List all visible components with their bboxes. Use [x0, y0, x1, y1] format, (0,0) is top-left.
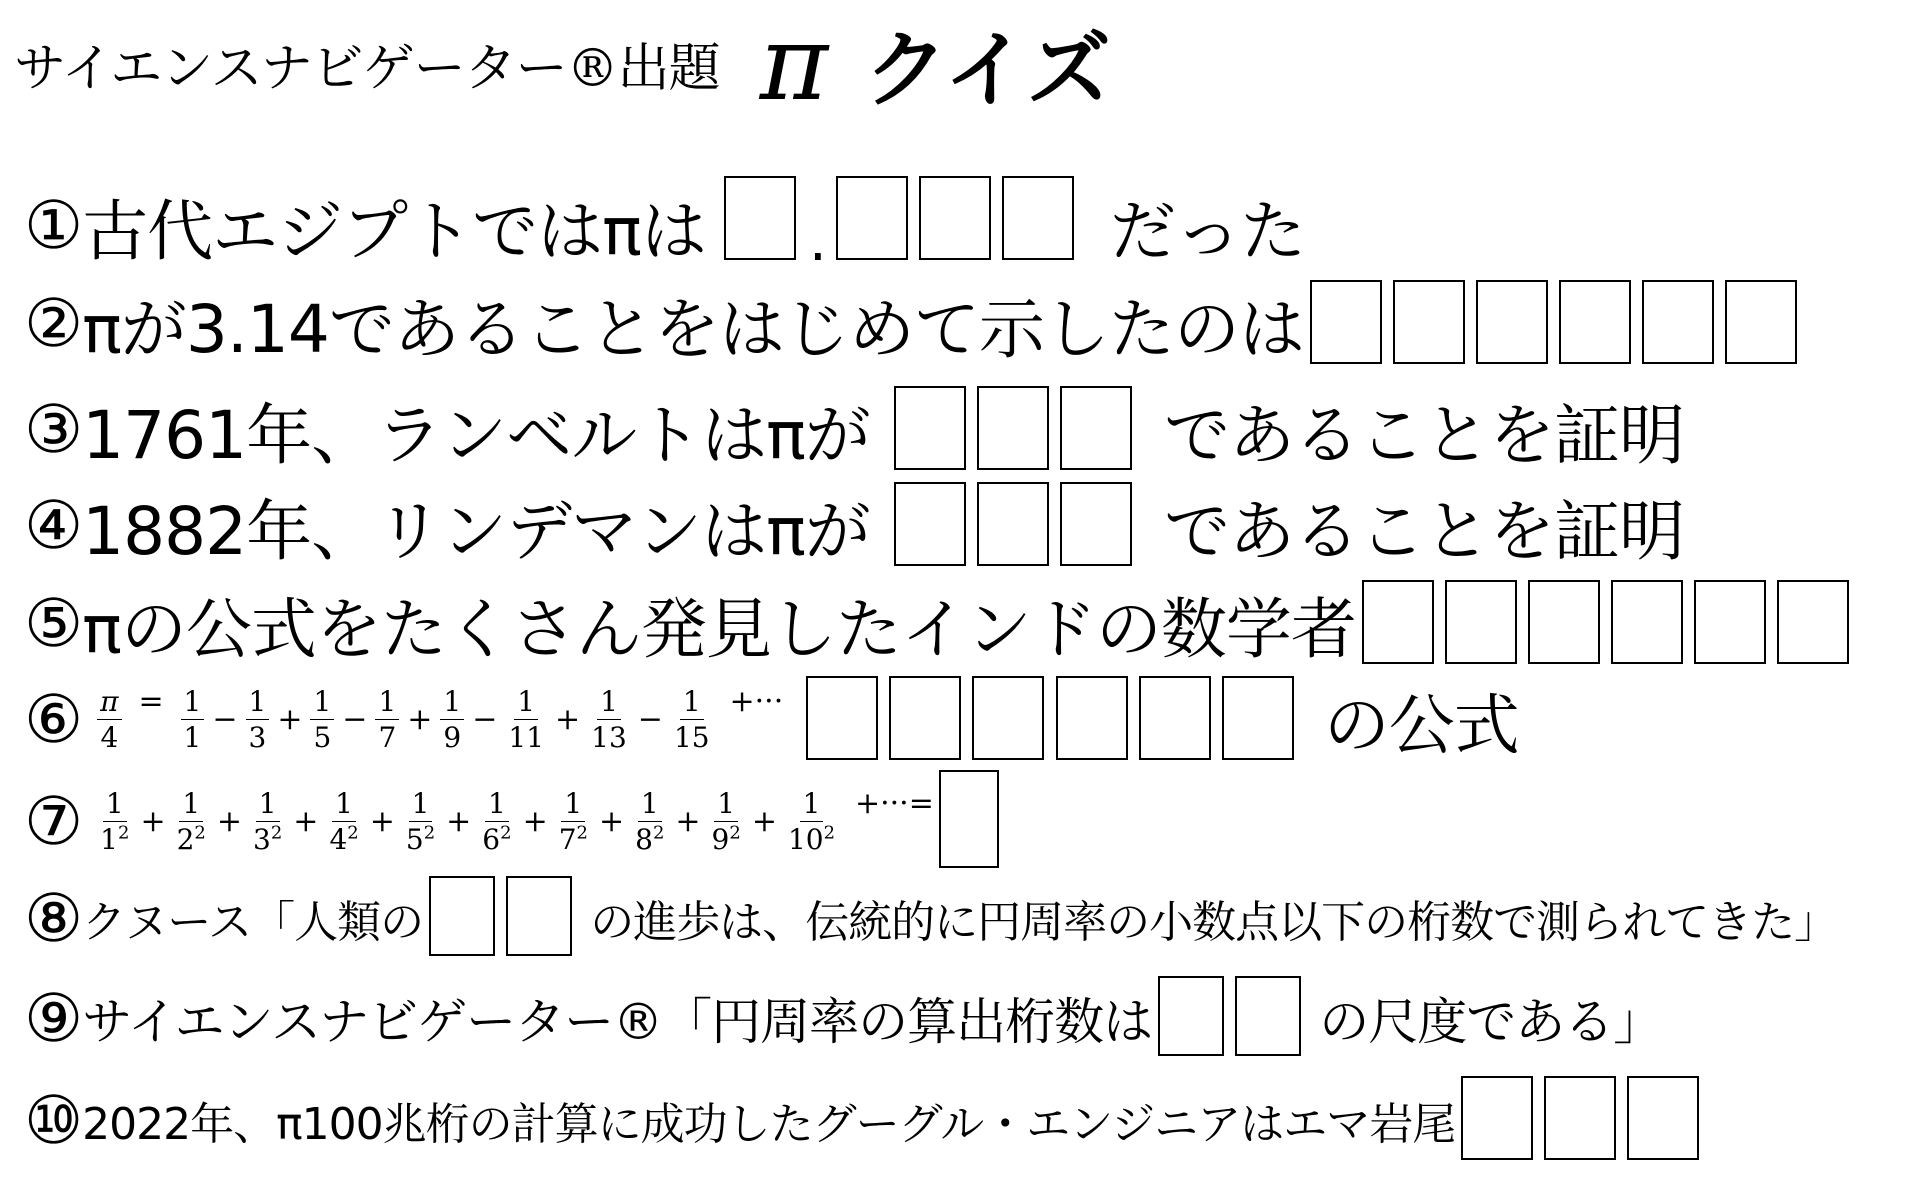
- answer-box[interactable]: [1777, 580, 1849, 664]
- answer-box[interactable]: [1694, 580, 1766, 664]
- answer-box[interactable]: [1445, 580, 1517, 664]
- basel-formula: [94, 786, 939, 857]
- answer-box[interactable]: [1627, 1076, 1699, 1160]
- fraction-numerator: 1: [181, 684, 205, 720]
- fraction-denominator: 7: [378, 721, 397, 754]
- denominator-exponent: 2: [729, 822, 741, 844]
- q3-text: 1761年、ランベルトはπが: [82, 397, 870, 474]
- question-3: [24, 382, 1684, 477]
- q6-answer-boxes: [806, 676, 1299, 764]
- q9-number: ⑨: [24, 979, 83, 1057]
- denominator-base: 9: [711, 822, 730, 856]
- answer-box[interactable]: [1544, 1076, 1616, 1160]
- fraction-denominator: [174, 822, 209, 857]
- question-8: [24, 876, 1837, 960]
- fraction-denominator: [709, 822, 744, 857]
- formula-fraction: [97, 684, 121, 755]
- q6-number: ⑥: [24, 681, 83, 758]
- question-4: [24, 478, 1684, 573]
- formula-operator: +: [522, 803, 548, 839]
- formula-terms: [94, 786, 841, 857]
- q2-number: ②: [24, 285, 83, 362]
- q6-after-text: の公式: [1323, 687, 1519, 764]
- q4-answer-boxes: [894, 482, 1138, 570]
- title-pi-symbol: π: [759, 2, 829, 124]
- denominator-exponent: 2: [347, 822, 359, 844]
- denominator-exponent: 2: [118, 822, 130, 844]
- q5-answer-boxes: [1362, 580, 1855, 668]
- q3-number: ③: [24, 391, 83, 468]
- denominator-base: 2: [176, 822, 195, 856]
- fraction-numerator: 1: [332, 786, 356, 822]
- fraction-numerator: 1: [440, 684, 464, 720]
- q7-number: ⑦: [24, 782, 83, 860]
- answer-box[interactable]: [1310, 280, 1382, 364]
- formula-fraction: [326, 786, 361, 857]
- formula-fraction: [785, 786, 838, 857]
- q1-number: ①: [24, 186, 83, 264]
- fraction-numerator: 1: [800, 786, 824, 822]
- fraction-denominator: [403, 822, 438, 857]
- formula-operator: +: [216, 803, 243, 839]
- fraction-numerator: π: [97, 684, 121, 720]
- q4-text: 1882年、リンデマンはπが: [82, 493, 870, 570]
- page-title: [14, 2, 1112, 124]
- fraction-numerator: 1: [714, 786, 738, 822]
- formula-fraction: [250, 786, 285, 857]
- answer-box[interactable]: [1461, 1076, 1533, 1160]
- formula-operator: −: [472, 702, 498, 737]
- answer-box[interactable]: [1559, 280, 1631, 364]
- denominator-base: 5: [405, 822, 424, 856]
- formula-fraction: [440, 684, 464, 755]
- q10-text: 2022年、π100兆桁の計算に成功したグーグル・エンジニアはエマ岩尾: [82, 1099, 1456, 1150]
- answer-box[interactable]: [919, 176, 991, 260]
- equals-sign: =: [138, 684, 164, 719]
- answer-box[interactable]: [1393, 280, 1465, 364]
- formula-fraction: [246, 684, 270, 755]
- q3-after-text: であることを証明: [1164, 397, 1685, 474]
- denominator-base: 3: [253, 822, 271, 856]
- answer-box[interactable]: [1060, 482, 1132, 566]
- formula-operator: +: [446, 803, 472, 839]
- formula-operator: +: [555, 702, 581, 737]
- answer-box[interactable]: [1611, 580, 1683, 664]
- fraction-denominator: [785, 822, 838, 857]
- formula-fraction: [310, 684, 334, 755]
- denominator-exponent: 2: [652, 822, 665, 844]
- denominator-base: 4: [329, 822, 348, 856]
- q8-answer-boxes: [429, 876, 578, 960]
- answer-box[interactable]: [724, 176, 796, 260]
- answer-box[interactable]: [977, 386, 1049, 470]
- fraction-denominator: [479, 822, 514, 857]
- q1-answer-boxes: [724, 176, 1080, 274]
- fraction-numerator: 1: [179, 786, 203, 822]
- denominator-exponent: 2: [194, 822, 206, 844]
- formula-fraction: [505, 684, 547, 755]
- formula-fraction: [709, 786, 744, 857]
- fraction-numerator: 1: [375, 684, 399, 720]
- answer-box[interactable]: [429, 876, 495, 956]
- fraction-denominator: [556, 822, 591, 857]
- q7-answer-boxes: [939, 770, 1005, 872]
- formula-fraction: [479, 786, 514, 857]
- denominator-base: 7: [558, 822, 577, 856]
- q1-text: 古代エジプトではπは: [82, 192, 706, 270]
- formula-fraction: [174, 786, 209, 857]
- leibniz-formula: [94, 684, 788, 755]
- answer-box[interactable]: [1060, 386, 1132, 470]
- formula-fraction: [588, 684, 630, 755]
- answer-box[interactable]: [1158, 976, 1224, 1056]
- answer-box[interactable]: [977, 482, 1049, 566]
- fraction-denominator: [97, 822, 132, 857]
- answer-box[interactable]: [806, 676, 878, 760]
- fraction-denominator: 5: [313, 721, 332, 754]
- answer-box[interactable]: [894, 386, 966, 470]
- fraction-numerator: 1: [103, 786, 127, 822]
- formula-operator: −: [637, 702, 663, 737]
- q10-answer-boxes: [1461, 1076, 1705, 1164]
- denominator-exponent: 2: [270, 822, 283, 844]
- denominator-exponent: 2: [576, 822, 588, 844]
- answer-box[interactable]: [939, 770, 999, 868]
- q5-text: πの公式をたくさん発見したインドの数学者: [82, 591, 1356, 668]
- answer-box[interactable]: [836, 176, 908, 260]
- q9-after-text: の尺度である」: [1319, 993, 1663, 1051]
- q3-answer-boxes: [894, 386, 1138, 474]
- title-lead: サイエンスナビゲーター®出題: [14, 38, 720, 99]
- answer-box[interactable]: [1139, 676, 1211, 760]
- answer-box[interactable]: [1642, 280, 1714, 364]
- q10-number: ⑩: [24, 1081, 83, 1159]
- answer-box[interactable]: [972, 676, 1044, 760]
- question-2: [24, 276, 1815, 371]
- denominator-base: 10: [787, 822, 824, 856]
- formula-operator: +: [140, 803, 166, 839]
- fraction-denominator: 9: [443, 721, 462, 754]
- q1-decimal-point: .: [809, 209, 827, 274]
- q2-answer-boxes: [1310, 280, 1803, 368]
- formula-operator: +: [277, 702, 303, 737]
- answer-box[interactable]: [1235, 976, 1301, 1056]
- fraction-numerator: 1: [638, 786, 662, 822]
- q4-after-text: であることを証明: [1164, 493, 1685, 570]
- q4-number: ④: [24, 487, 83, 564]
- denominator-exponent: 2: [500, 822, 512, 844]
- answer-box[interactable]: [889, 676, 961, 760]
- fraction-denominator: 1: [183, 721, 202, 754]
- fraction-numerator: 1: [246, 684, 270, 720]
- fraction-denominator: 4: [100, 721, 119, 754]
- answer-box[interactable]: [506, 876, 572, 956]
- q2-text: πが3.14であることをはじめて示したのは: [82, 291, 1304, 368]
- fraction-numerator: 1: [514, 684, 538, 720]
- fraction-denominator: 15: [673, 721, 710, 754]
- question-10: [24, 1076, 1717, 1164]
- formula-operator: −: [342, 702, 368, 737]
- denominator-exponent: 2: [823, 822, 836, 844]
- formula-operator: −: [212, 702, 238, 737]
- fraction-denominator: [632, 822, 667, 857]
- denominator-base: 1: [100, 822, 118, 856]
- fraction-denominator: 11: [508, 721, 545, 754]
- fraction-numerator: 1: [310, 684, 334, 720]
- fraction-numerator: 1: [485, 786, 509, 822]
- question-6: [24, 672, 1519, 767]
- formula-operator: +: [369, 803, 395, 839]
- formula-fraction: [632, 786, 667, 857]
- formula-operator: +: [598, 803, 625, 839]
- formula-operator: +: [751, 803, 777, 839]
- answer-box[interactable]: [1002, 176, 1074, 260]
- question-9: [24, 976, 1662, 1060]
- title-main: クイズ: [864, 20, 1112, 119]
- formula-fraction: [556, 786, 591, 857]
- fraction-denominator: [250, 822, 285, 857]
- formula-operator: +: [675, 803, 701, 839]
- answer-box[interactable]: [1476, 280, 1548, 364]
- denominator-exponent: 2: [423, 822, 436, 844]
- answer-box[interactable]: [1056, 676, 1128, 760]
- answer-box[interactable]: [1725, 280, 1797, 364]
- formula-ellipsis: +···: [729, 684, 784, 719]
- answer-box[interactable]: [1528, 580, 1600, 664]
- formula-fraction: [375, 684, 399, 755]
- formula-operator: +: [407, 702, 433, 737]
- denominator-base: 6: [482, 822, 501, 856]
- fraction-numerator: 1: [409, 786, 433, 822]
- question-1: [24, 176, 1305, 274]
- fraction-numerator: 1: [597, 684, 621, 720]
- denominator-base: 8: [635, 822, 653, 856]
- formula-fraction: [181, 684, 205, 755]
- formula-operator: +: [293, 803, 319, 839]
- formula-fraction: [97, 786, 132, 857]
- q1-after-text: だった: [1110, 192, 1306, 270]
- q8-text: クヌース「人類の: [82, 897, 424, 948]
- fraction-denominator: 3: [248, 721, 267, 754]
- fraction-numerator: 1: [561, 786, 585, 822]
- q8-number: ⑧: [24, 879, 83, 957]
- formula-terms: [178, 684, 716, 755]
- answer-box[interactable]: [1222, 676, 1294, 760]
- answer-box[interactable]: [894, 482, 966, 566]
- question-7: [24, 770, 1017, 872]
- fraction-denominator: [326, 822, 361, 857]
- q8-after-text: の進歩は、伝統的に円周率の小数点以下の桁数で測られてきた」: [590, 897, 1838, 948]
- formula-fraction: [403, 786, 438, 857]
- q5-number: ⑤: [24, 585, 83, 662]
- fraction-numerator: 1: [256, 786, 280, 822]
- q9-answer-boxes: [1158, 976, 1307, 1060]
- fraction-denominator: 13: [591, 721, 627, 754]
- question-5: [24, 576, 1867, 671]
- answer-box[interactable]: [1362, 580, 1434, 664]
- formula-tail: +···=: [854, 785, 934, 821]
- q9-text: サイエンスナビゲーター®「円周率の算出桁数は: [82, 993, 1153, 1051]
- formula-fraction: [671, 684, 713, 755]
- fraction-numerator: 1: [680, 684, 704, 720]
